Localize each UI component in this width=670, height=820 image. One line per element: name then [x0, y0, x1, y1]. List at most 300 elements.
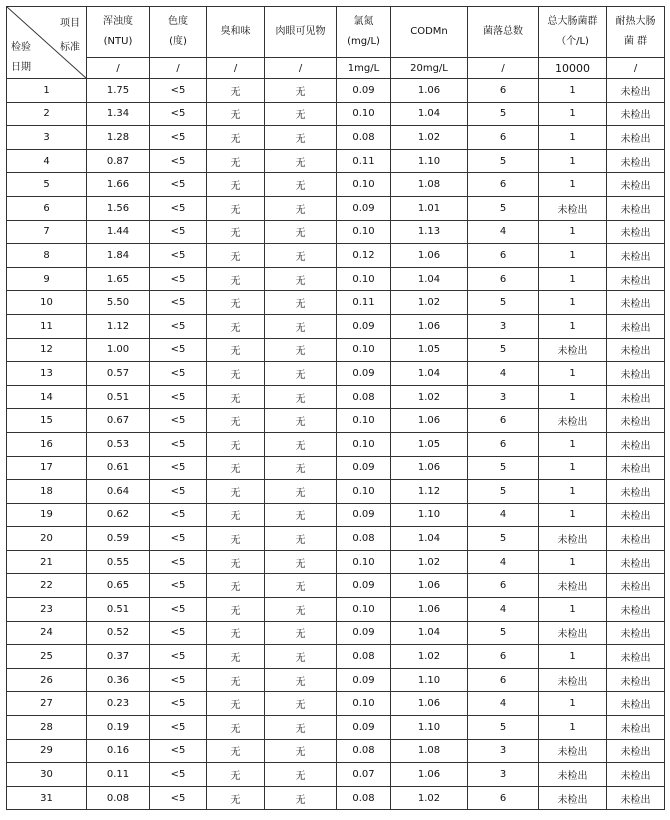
visible-matter-cell: 无 [265, 220, 337, 244]
color-cell: <5 [150, 291, 207, 315]
table-row [7, 314, 665, 338]
visible-matter-cell: 无 [265, 716, 337, 740]
colony-count-cell: 5 [468, 527, 539, 551]
color-cell: <5 [150, 432, 207, 456]
color-cell: <5 [150, 102, 207, 126]
turbidity-cell: 1.75 [87, 79, 150, 103]
colony-count-cell: 6 [468, 668, 539, 692]
colony-count-cell: 4 [468, 550, 539, 574]
visible-matter-cell: 无 [265, 621, 337, 645]
turbidity-cell: 0.51 [87, 385, 150, 409]
colony-count-cell: 4 [468, 692, 539, 716]
odor-cell: 无 [207, 149, 265, 173]
date-cell: 21 [7, 550, 87, 574]
codmn-cell: 1.02 [391, 126, 468, 150]
table-row [7, 338, 665, 362]
odor-cell: 无 [207, 527, 265, 551]
corner-standard-label: 标准 [60, 42, 80, 53]
turbidity-cell: 0.59 [87, 527, 150, 551]
codmn-cell: 1.06 [391, 574, 468, 598]
colony-count-cell: 6 [468, 126, 539, 150]
ammonia-cell: 0.10 [337, 692, 391, 716]
turbidity-cell: 0.23 [87, 692, 150, 716]
total-coliform-cell: 未检出 [539, 574, 607, 598]
ammonia-cell: 0.10 [337, 338, 391, 362]
visible-matter-cell: 无 [265, 149, 337, 173]
codmn-cell: 1.01 [391, 196, 468, 220]
total-coliform-cell: 1 [539, 480, 607, 504]
odor-cell: 无 [207, 692, 265, 716]
table-row [7, 432, 665, 456]
table-row [7, 196, 665, 220]
color-cell: <5 [150, 126, 207, 150]
odor-cell: 无 [207, 79, 265, 103]
col-header-thermotolerant-coliform-name: 耐热大肠 [615, 16, 656, 27]
total-coliform-cell: 1 [539, 503, 607, 527]
visible-matter-cell: 无 [265, 550, 337, 574]
visible-matter-cell: 无 [265, 739, 337, 763]
ammonia-cell: 0.11 [337, 149, 391, 173]
table-body [7, 7, 665, 810]
date-cell: 2 [7, 102, 87, 126]
total-coliform-cell: 未检出 [539, 338, 607, 362]
colony-count-cell: 4 [468, 598, 539, 622]
odor-cell: 无 [207, 763, 265, 787]
table-row [7, 385, 665, 409]
odor-cell: 无 [207, 432, 265, 456]
total-coliform-cell: 1 [539, 244, 607, 268]
thermotolerant-coliform-cell: 未检出 [607, 739, 665, 763]
standard-cell: / [207, 58, 265, 79]
odor-cell: 无 [207, 314, 265, 338]
visible-matter-cell: 无 [265, 126, 337, 150]
color-cell: <5 [150, 244, 207, 268]
turbidity-cell: 1.84 [87, 244, 150, 268]
table-row [7, 668, 665, 692]
codmn-cell: 1.02 [391, 385, 468, 409]
date-cell: 9 [7, 267, 87, 291]
corner-item-label: 项目 [60, 18, 80, 29]
table-row [7, 480, 665, 504]
thermotolerant-coliform-cell: 未检出 [607, 149, 665, 173]
turbidity-cell: 0.87 [87, 149, 150, 173]
col-header-visible-matter-name: 肉眼可见物 [275, 26, 326, 37]
date-cell: 4 [7, 149, 87, 173]
thermotolerant-coliform-cell: 未检出 [607, 550, 665, 574]
codmn-cell: 1.06 [391, 692, 468, 716]
date-cell: 15 [7, 409, 87, 433]
visible-matter-cell: 无 [265, 196, 337, 220]
odor-cell: 无 [207, 385, 265, 409]
total-coliform-cell: 1 [539, 102, 607, 126]
codmn-cell: 1.04 [391, 527, 468, 551]
total-coliform-cell: 1 [539, 314, 607, 338]
standard-cell: / [150, 58, 207, 79]
thermotolerant-coliform-cell: 未检出 [607, 79, 665, 103]
total-coliform-cell: 1 [539, 220, 607, 244]
turbidity-cell: 0.61 [87, 456, 150, 480]
ammonia-cell: 0.09 [337, 456, 391, 480]
colony-count-cell: 6 [468, 173, 539, 197]
total-coliform-cell: 未检出 [539, 527, 607, 551]
date-cell: 6 [7, 196, 87, 220]
thermotolerant-coliform-cell: 未检出 [607, 574, 665, 598]
thermotolerant-coliform-cell: 未检出 [607, 126, 665, 150]
ammonia-cell: 0.10 [337, 409, 391, 433]
total-coliform-cell: 未检出 [539, 621, 607, 645]
visible-matter-cell: 无 [265, 409, 337, 433]
codmn-cell: 1.06 [391, 314, 468, 338]
codmn-cell: 1.06 [391, 598, 468, 622]
odor-cell: 无 [207, 786, 265, 810]
ammonia-cell: 0.11 [337, 291, 391, 315]
colony-count-cell: 6 [468, 79, 539, 103]
total-coliform-cell: 1 [539, 716, 607, 740]
corner-date-label-2: 日期 [11, 62, 31, 73]
turbidity-cell: 0.65 [87, 574, 150, 598]
color-cell: <5 [150, 385, 207, 409]
table-row [7, 739, 665, 763]
date-cell: 28 [7, 716, 87, 740]
colony-count-cell: 3 [468, 739, 539, 763]
table-row [7, 763, 665, 787]
thermotolerant-coliform-cell: 未检出 [607, 173, 665, 197]
table-row [7, 503, 665, 527]
date-cell: 5 [7, 173, 87, 197]
turbidity-cell: 0.51 [87, 598, 150, 622]
visible-matter-cell: 无 [265, 692, 337, 716]
color-cell: <5 [150, 692, 207, 716]
ammonia-cell: 0.09 [337, 716, 391, 740]
colony-count-cell: 3 [468, 314, 539, 338]
total-coliform-cell: 1 [539, 645, 607, 669]
date-cell: 7 [7, 220, 87, 244]
colony-count-cell: 3 [468, 763, 539, 787]
standard-cell: 10000 [539, 58, 607, 79]
odor-cell: 无 [207, 668, 265, 692]
color-cell: <5 [150, 480, 207, 504]
col-header-color-name: 色度 [168, 16, 188, 27]
odor-cell: 无 [207, 409, 265, 433]
total-coliform-cell: 1 [539, 456, 607, 480]
odor-cell: 无 [207, 456, 265, 480]
total-coliform-cell: 未检出 [539, 409, 607, 433]
codmn-cell: 1.02 [391, 550, 468, 574]
colony-count-cell: 4 [468, 362, 539, 386]
ammonia-cell: 0.08 [337, 645, 391, 669]
visible-matter-cell: 无 [265, 432, 337, 456]
codmn-cell: 1.08 [391, 173, 468, 197]
visible-matter-cell: 无 [265, 786, 337, 810]
total-coliform-cell: 1 [539, 173, 607, 197]
turbidity-cell: 5.50 [87, 291, 150, 315]
codmn-cell: 1.04 [391, 267, 468, 291]
odor-cell: 无 [207, 716, 265, 740]
date-cell: 12 [7, 338, 87, 362]
table-row [7, 527, 665, 551]
table-row [7, 550, 665, 574]
thermotolerant-coliform-cell: 未检出 [607, 362, 665, 386]
color-cell: <5 [150, 598, 207, 622]
table-row [7, 102, 665, 126]
visible-matter-cell: 无 [265, 456, 337, 480]
col-header-turbidity-name: 浑浊度 [103, 16, 133, 27]
visible-matter-cell: 无 [265, 527, 337, 551]
ammonia-cell: 0.09 [337, 314, 391, 338]
col-header-thermotolerant-coliform-unit: 菌 群 [623, 36, 648, 47]
standard-cell: / [265, 58, 337, 79]
col-header-odor [207, 7, 265, 58]
color-cell: <5 [150, 763, 207, 787]
codmn-cell: 1.02 [391, 786, 468, 810]
color-cell: <5 [150, 220, 207, 244]
thermotolerant-coliform-cell: 未检出 [607, 432, 665, 456]
odor-cell: 无 [207, 621, 265, 645]
turbidity-cell: 1.66 [87, 173, 150, 197]
visible-matter-cell: 无 [265, 362, 337, 386]
color-cell: <5 [150, 550, 207, 574]
thermotolerant-coliform-cell: 未检出 [607, 480, 665, 504]
col-header-odor-name: 臭和味 [220, 26, 251, 37]
thermotolerant-coliform-cell: 未检出 [607, 786, 665, 810]
table-row [7, 362, 665, 386]
total-coliform-cell: 未检出 [539, 786, 607, 810]
odor-cell: 无 [207, 362, 265, 386]
col-header-turbidity [87, 7, 150, 58]
ammonia-cell: 0.08 [337, 527, 391, 551]
col-header-total-coliform [539, 7, 607, 58]
odor-cell: 无 [207, 126, 265, 150]
date-cell: 27 [7, 692, 87, 716]
ammonia-cell: 0.08 [337, 126, 391, 150]
date-cell: 1 [7, 79, 87, 103]
thermotolerant-coliform-cell: 未检出 [607, 645, 665, 669]
ammonia-cell: 0.09 [337, 503, 391, 527]
standards-row [7, 58, 665, 79]
turbidity-cell: 0.55 [87, 550, 150, 574]
thermotolerant-coliform-cell: 未检出 [607, 220, 665, 244]
col-header-turbidity-unit: (NTU) [103, 36, 133, 47]
odor-cell: 无 [207, 220, 265, 244]
colony-count-cell: 6 [468, 409, 539, 433]
thermotolerant-coliform-cell: 未检出 [607, 314, 665, 338]
odor-cell: 无 [207, 244, 265, 268]
total-coliform-cell: 1 [539, 692, 607, 716]
thermotolerant-coliform-cell: 未检出 [607, 598, 665, 622]
date-cell: 10 [7, 291, 87, 315]
date-cell: 3 [7, 126, 87, 150]
visible-matter-cell: 无 [265, 574, 337, 598]
odor-cell: 无 [207, 291, 265, 315]
color-cell: <5 [150, 621, 207, 645]
date-cell: 20 [7, 527, 87, 551]
visible-matter-cell: 无 [265, 668, 337, 692]
date-cell: 29 [7, 739, 87, 763]
col-header-ammonia-unit: (mg/L) [347, 36, 380, 47]
date-cell: 13 [7, 362, 87, 386]
ammonia-cell: 0.08 [337, 786, 391, 810]
ammonia-cell: 0.10 [337, 480, 391, 504]
colony-count-cell: 5 [468, 102, 539, 126]
odor-cell: 无 [207, 645, 265, 669]
turbidity-cell: 0.37 [87, 645, 150, 669]
codmn-cell: 1.06 [391, 244, 468, 268]
color-cell: <5 [150, 314, 207, 338]
table-row [7, 692, 665, 716]
colony-count-cell: 6 [468, 267, 539, 291]
table-row [7, 598, 665, 622]
codmn-cell: 1.05 [391, 338, 468, 362]
visible-matter-cell: 无 [265, 645, 337, 669]
colony-count-cell: 4 [468, 503, 539, 527]
table-row [7, 645, 665, 669]
table-row [7, 291, 665, 315]
standard-cell: 20mg/L [391, 58, 468, 79]
turbidity-cell: 0.52 [87, 621, 150, 645]
ammonia-cell: 0.09 [337, 362, 391, 386]
table-row [7, 409, 665, 433]
total-coliform-cell: 1 [539, 267, 607, 291]
colony-count-cell: 5 [468, 338, 539, 362]
odor-cell: 无 [207, 196, 265, 220]
thermotolerant-coliform-cell: 未检出 [607, 244, 665, 268]
visible-matter-cell: 无 [265, 244, 337, 268]
table-row [7, 173, 665, 197]
table-row [7, 126, 665, 150]
water-quality-table-container [6, 6, 665, 810]
water-quality-table [6, 6, 665, 810]
color-cell: <5 [150, 79, 207, 103]
turbidity-cell: 0.53 [87, 432, 150, 456]
odor-cell: 无 [207, 338, 265, 362]
corner-header-cell [7, 7, 87, 79]
visible-matter-cell: 无 [265, 314, 337, 338]
ammonia-cell: 0.10 [337, 220, 391, 244]
header-row [7, 7, 665, 58]
table-row [7, 456, 665, 480]
visible-matter-cell: 无 [265, 480, 337, 504]
visible-matter-cell: 无 [265, 291, 337, 315]
thermotolerant-coliform-cell: 未检出 [607, 409, 665, 433]
color-cell: <5 [150, 574, 207, 598]
col-header-total-coliform-name: 总大肠菌群 [547, 16, 598, 27]
odor-cell: 无 [207, 574, 265, 598]
thermotolerant-coliform-cell: 未检出 [607, 385, 665, 409]
date-cell: 24 [7, 621, 87, 645]
color-cell: <5 [150, 716, 207, 740]
standard-cell: 1mg/L [337, 58, 391, 79]
color-cell: <5 [150, 196, 207, 220]
visible-matter-cell: 无 [265, 598, 337, 622]
thermotolerant-coliform-cell: 未检出 [607, 692, 665, 716]
table-row [7, 574, 665, 598]
thermotolerant-coliform-cell: 未检出 [607, 503, 665, 527]
table-row [7, 79, 665, 103]
color-cell: <5 [150, 739, 207, 763]
thermotolerant-coliform-cell: 未检出 [607, 338, 665, 362]
thermotolerant-coliform-cell: 未检出 [607, 267, 665, 291]
codmn-cell: 1.04 [391, 362, 468, 386]
table-row [7, 244, 665, 268]
table-row [7, 220, 665, 244]
thermotolerant-coliform-cell: 未检出 [607, 621, 665, 645]
date-cell: 25 [7, 645, 87, 669]
odor-cell: 无 [207, 480, 265, 504]
date-cell: 30 [7, 763, 87, 787]
visible-matter-cell: 无 [265, 385, 337, 409]
ammonia-cell: 0.10 [337, 173, 391, 197]
color-cell: <5 [150, 338, 207, 362]
ammonia-cell: 0.09 [337, 621, 391, 645]
visible-matter-cell: 无 [265, 503, 337, 527]
codmn-cell: 1.04 [391, 102, 468, 126]
col-header-color-unit: (度) [169, 36, 187, 47]
date-cell: 19 [7, 503, 87, 527]
colony-count-cell: 5 [468, 291, 539, 315]
total-coliform-cell: 1 [539, 149, 607, 173]
codmn-cell: 1.02 [391, 291, 468, 315]
total-coliform-cell: 1 [539, 598, 607, 622]
ammonia-cell: 0.09 [337, 668, 391, 692]
color-cell: <5 [150, 173, 207, 197]
date-cell: 17 [7, 456, 87, 480]
visible-matter-cell: 无 [265, 763, 337, 787]
color-cell: <5 [150, 362, 207, 386]
total-coliform-cell: 1 [539, 79, 607, 103]
ammonia-cell: 0.08 [337, 739, 391, 763]
codmn-cell: 1.10 [391, 668, 468, 692]
col-header-colony-count [468, 7, 539, 58]
odor-cell: 无 [207, 550, 265, 574]
colony-count-cell: 6 [468, 645, 539, 669]
odor-cell: 无 [207, 503, 265, 527]
date-cell: 26 [7, 668, 87, 692]
turbidity-cell: 1.56 [87, 196, 150, 220]
color-cell: <5 [150, 267, 207, 291]
ammonia-cell: 0.10 [337, 432, 391, 456]
total-coliform-cell: 1 [539, 126, 607, 150]
odor-cell: 无 [207, 102, 265, 126]
thermotolerant-coliform-cell: 未检出 [607, 291, 665, 315]
turbidity-cell: 0.36 [87, 668, 150, 692]
color-cell: <5 [150, 149, 207, 173]
codmn-cell: 1.13 [391, 220, 468, 244]
total-coliform-cell: 未检出 [539, 739, 607, 763]
thermotolerant-coliform-cell: 未检出 [607, 716, 665, 740]
col-header-codmn [391, 7, 468, 58]
codmn-cell: 1.06 [391, 763, 468, 787]
turbidity-cell: 0.57 [87, 362, 150, 386]
total-coliform-cell: 1 [539, 432, 607, 456]
colony-count-cell: 6 [468, 574, 539, 598]
date-cell: 22 [7, 574, 87, 598]
turbidity-cell: 1.00 [87, 338, 150, 362]
table-row [7, 621, 665, 645]
standard-cell: / [468, 58, 539, 79]
color-cell: <5 [150, 456, 207, 480]
codmn-cell: 1.08 [391, 739, 468, 763]
colony-count-cell: 5 [468, 196, 539, 220]
date-cell: 18 [7, 480, 87, 504]
col-header-color [150, 7, 207, 58]
turbidity-cell: 1.44 [87, 220, 150, 244]
total-coliform-cell: 1 [539, 550, 607, 574]
total-coliform-cell: 未检出 [539, 196, 607, 220]
turbidity-cell: 0.19 [87, 716, 150, 740]
codmn-cell: 1.06 [391, 79, 468, 103]
total-coliform-cell: 未检出 [539, 668, 607, 692]
ammonia-cell: 0.10 [337, 550, 391, 574]
